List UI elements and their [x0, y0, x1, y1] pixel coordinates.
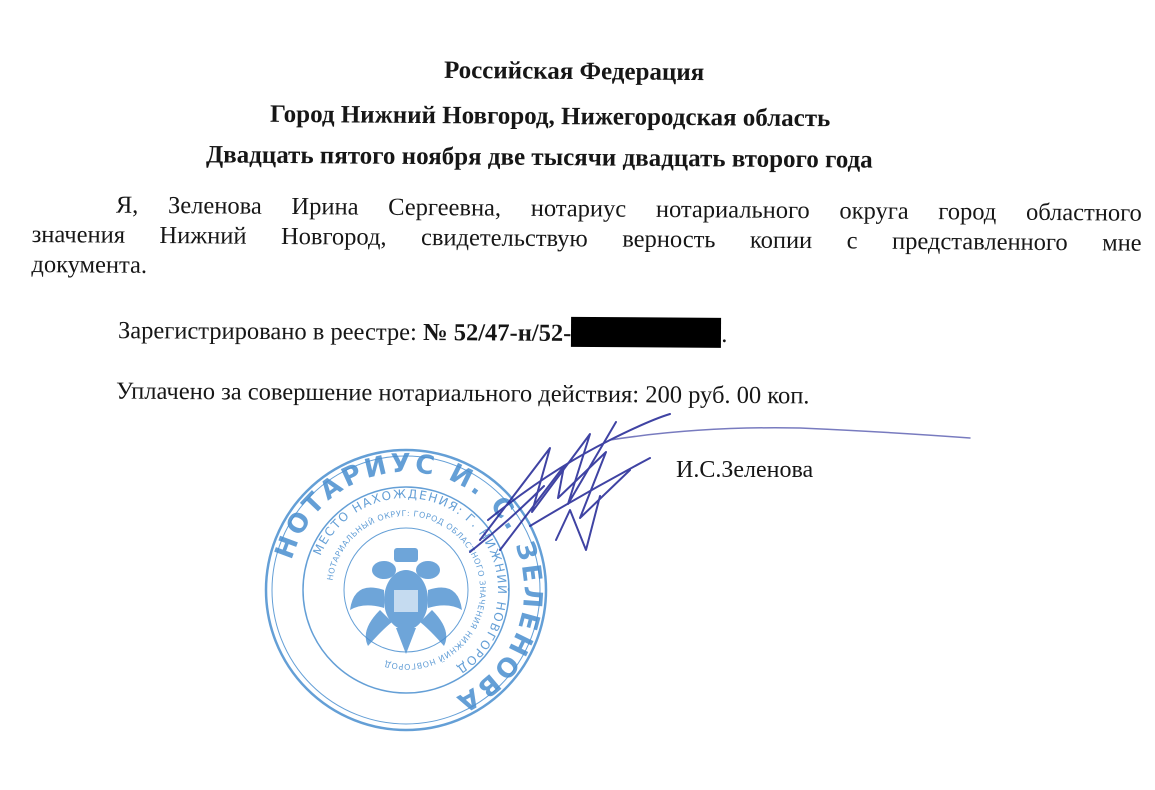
location-heading: Город Нижний Новгород, Нижегородская область: [269, 100, 831, 133]
payment-line: Уплачено за совершение нотариального действия: 200 руб. 00 коп.: [115, 377, 810, 410]
registry-label: Зарегистрировано в реестре:: [117, 317, 417, 346]
handwritten-signature: [440, 400, 980, 570]
certification-line: Я, Зеленова Ирина Сергеевна, нотариус нотариального округа город областного: [115, 191, 1142, 227]
svg-text:НОТАРИУС И. С. ЗЕЛЕНОВА: НОТАРИУС И. С. ЗЕЛЕНОВА: [269, 448, 548, 719]
svg-text:НОТАРИАЛЬНЫЙ ОКРУГ: ГОРОД ОБЛА: НОТАРИАЛЬНЫЙ ОКРУГ: ГОРОД ОБЛАСТНОГО ЗНАЧЕНИЯ НИЖНИЙ НОВГОРОД: [325, 508, 488, 672]
certification-line: документа.: [31, 250, 148, 279]
signer-name: И.С.Зеленова: [676, 457, 814, 483]
svg-text:МЕСТО НАХОЖДЕНИЯ: Г. НИЖНИЙ НО: МЕСТО НАХОЖДЕНИЯ: Г. НИЖНИЙ НОВГОРОД: [310, 486, 510, 677]
certification-line: значения Нижний Новгород, свидетельствую верность копии с представленного мне: [31, 220, 1142, 257]
redaction-block: [571, 317, 721, 348]
registry-suffix: .: [721, 320, 728, 348]
registry-record: [118, 314, 728, 349]
certification-paragraph: [31, 190, 1142, 289]
registry-number: № 52/47-н/52-: [422, 319, 572, 347]
date-heading: Двадцать пятого ноября две тысячи двадцать второго года: [205, 141, 873, 174]
country-heading: Российская Федерация: [443, 56, 705, 87]
